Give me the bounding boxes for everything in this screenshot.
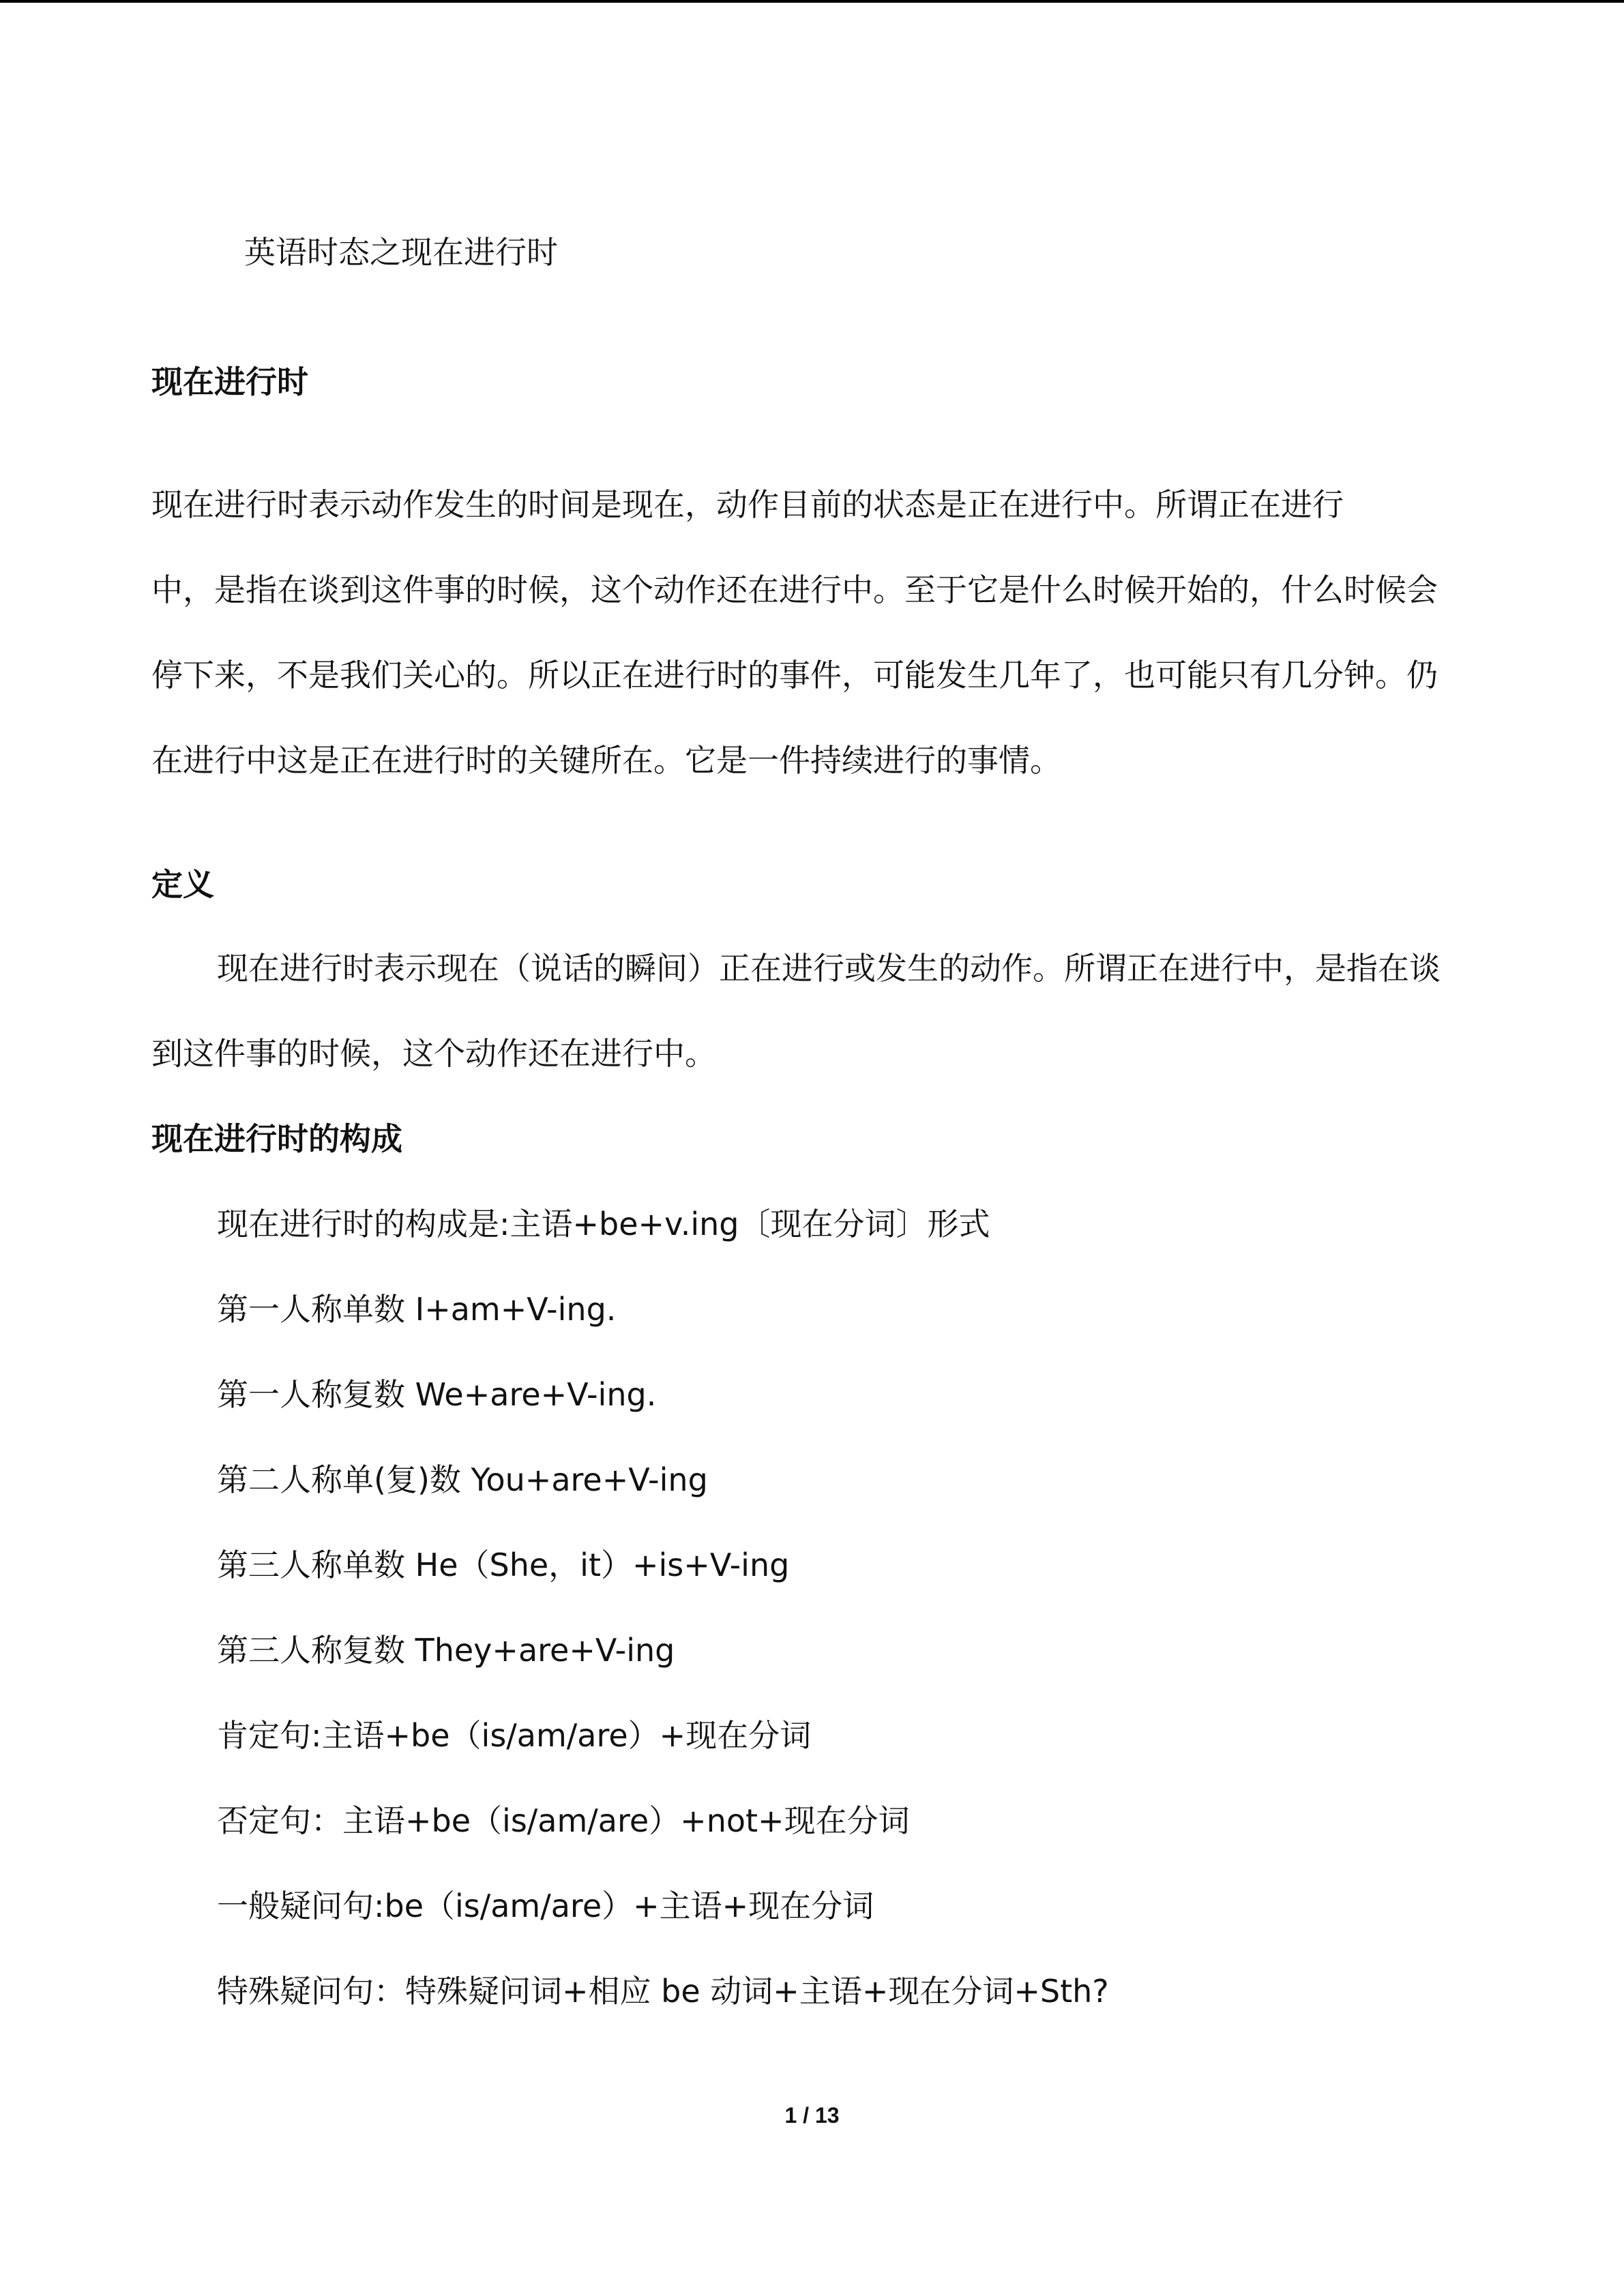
section-heading-structure: 现在进行时的构成 [151, 1120, 402, 1157]
paragraph-line: 中，是指在谈到这件事的时候，这个动作还在进行中。至于它是什么时候开始的，什么时候会 [151, 571, 1438, 608]
structure-line: 第三人称单数 He（She，it）+is+V-ing [217, 1547, 790, 1583]
structure-line: 第三人称复数 They+are+V-ing [217, 1632, 675, 1669]
structure-line: 第一人称复数 We+are+V-ing. [217, 1376, 657, 1413]
section-heading-present-continuous: 现在进行时 [151, 363, 308, 400]
structure-line: 第二人称单(复)数 You+are+V-ing [217, 1461, 708, 1498]
section-heading-definition: 定义 [151, 866, 214, 903]
document-title: 英语时态之现在进行时 [244, 234, 558, 271]
structure-line: 第一人称单数 I+am+V-ing. [217, 1291, 617, 1328]
structure-line: 否定句：主语+be（is/am/are）+not+现在分词 [217, 1802, 910, 1839]
page-number: 1 / 13 [784, 2103, 840, 2128]
structure-line: 肯定句:主语+be（is/am/are）+现在分词 [217, 1717, 812, 1754]
paragraph-line: 现在进行时表示现在（说话的瞬间）正在进行或发生的动作。所谓正在进行中，是指在谈 [217, 950, 1441, 987]
structure-line: 现在进行时的构成是:主语+be+v.ing〔现在分词〕形式 [217, 1206, 990, 1242]
structure-line: 特殊疑问句：特殊疑问词+相应 be 动词+主语+现在分词+Sth? [217, 1973, 1109, 2010]
paragraph-line: 在进行中这是正在进行时的关键所在。它是一件持续进行的事情。 [151, 742, 1061, 779]
structure-line: 一般疑问句:be（is/am/are）+主语+现在分词 [217, 1888, 874, 1924]
paragraph-line: 现在进行时表示动作发生的时间是现在，动作目前的状态是正在进行中。所谓正在进行 [151, 486, 1344, 523]
paragraph-line: 到这件事的时候，这个动作还在进行中。 [151, 1035, 716, 1072]
paragraph-line: 停下来，不是我们关心的。所以正在进行时的事件，可能发生几年了，也可能只有几分钟。仍 [151, 657, 1438, 694]
